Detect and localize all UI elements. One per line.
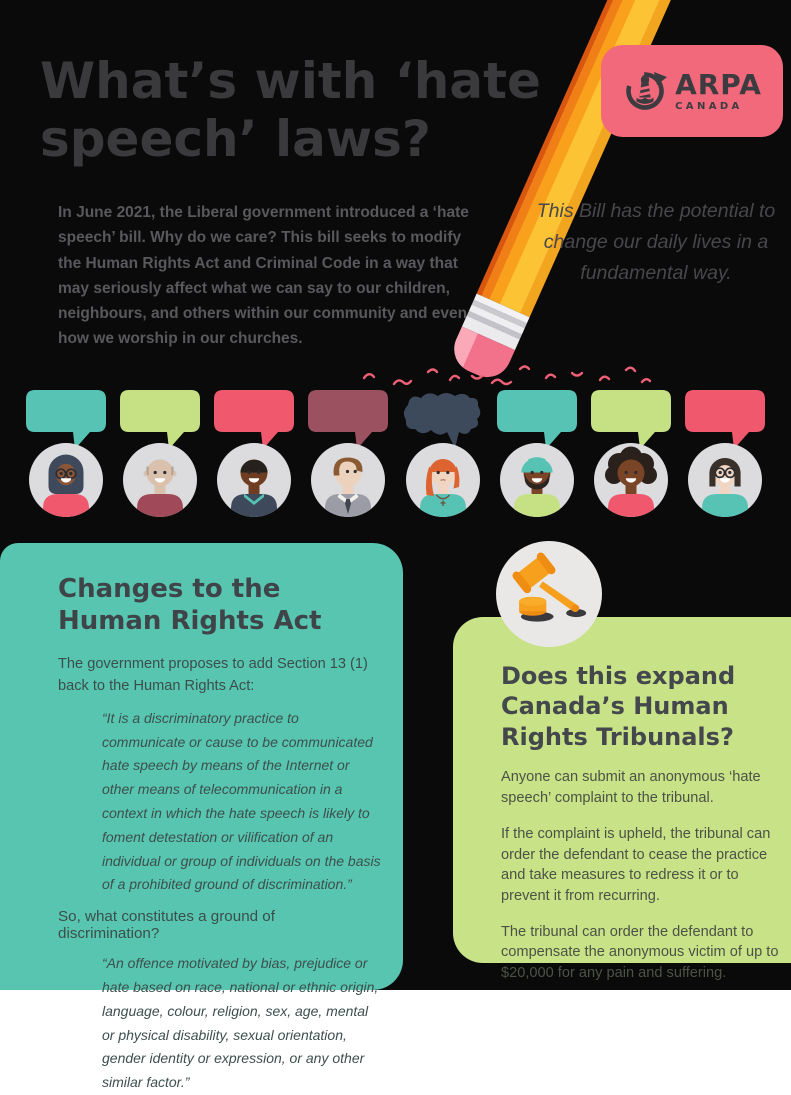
avatar [499, 442, 575, 518]
person-column [589, 388, 673, 518]
tribunals-card [453, 617, 791, 982]
intro-paragraph: In June 2021, the Liberal government introduced a ‘hate speech’ bill. Why do we care? This bill seeks to modify the Human Rights Act and Criminal Code in a way that may seriously affect what we can say to our children, neighbours, and others within our community and even how we worship in our churches. [58, 204, 469, 348]
card-heading: Changes to the Human Rights Act [58, 574, 322, 637]
avatar [405, 442, 481, 518]
person-column [118, 388, 202, 518]
card-paragraph: If the complaint is upheld, the tribunal can order the defendant to cease the practice and take measures to redress it or to prevent it from recurring. [501, 825, 771, 904]
speech-bubbles-row [0, 388, 791, 518]
gavel-icon [501, 546, 597, 642]
avatar [216, 442, 292, 518]
card-paragraph: Anyone can submit an anonymous ‘hate speech’ complaint to the tribunal. [501, 769, 761, 807]
person-column [24, 388, 108, 518]
person-column [306, 388, 390, 518]
human-rights-act-card [0, 543, 403, 1091]
avatar [310, 442, 386, 518]
card-heading: Does this expand Canada’s Human Rights Tribunals? [501, 662, 736, 751]
legal-quote-1: “It is a discriminatory practice to communicate or cause to be communicated hate speech by means of the Internet or other means of telecommunication in a context in which the hate speech is likely to foment detestation or vilification of an individual or group of individuals on the basis of a prohibited ground of discrimination.” [102, 709, 381, 893]
logo-name: ARPA [675, 67, 762, 101]
page-title: What’s with ‘hate speech’ laws? [40, 52, 541, 168]
gavel-circle [496, 541, 602, 647]
person-column [401, 388, 485, 518]
avatar [593, 442, 669, 518]
logo-country: CANADA [675, 100, 743, 112]
card-paragraph: The tribunal can order the defendant to compensate the anonymous victim of up to $20,000 for any pain and suffering. [501, 923, 779, 982]
legal-quote-2: “An offence motivated by bias, prejudice or hate based on race, national or ethnic origin, language, colour, religion, sex, age, mental or physical disability, sexual orientation, gender identity or expression, or any other similar factor.” [102, 955, 379, 1091]
person-column [212, 388, 296, 518]
pull-quote: This Bill has the potential to change our daily lives in a fundamental way. [536, 200, 776, 284]
card-lead: The government proposes to add Section 13 (1) back to the Human Rights Act: [58, 656, 368, 694]
lighthouse-logo-icon [622, 68, 668, 114]
card-question: So, what constitutes a ground of discrimination? [58, 908, 275, 943]
person-column [683, 388, 767, 518]
person-column [495, 388, 579, 518]
avatar [687, 442, 763, 518]
arpa-canada-badge [601, 45, 783, 137]
avatar [28, 442, 104, 518]
avatar [122, 442, 198, 518]
